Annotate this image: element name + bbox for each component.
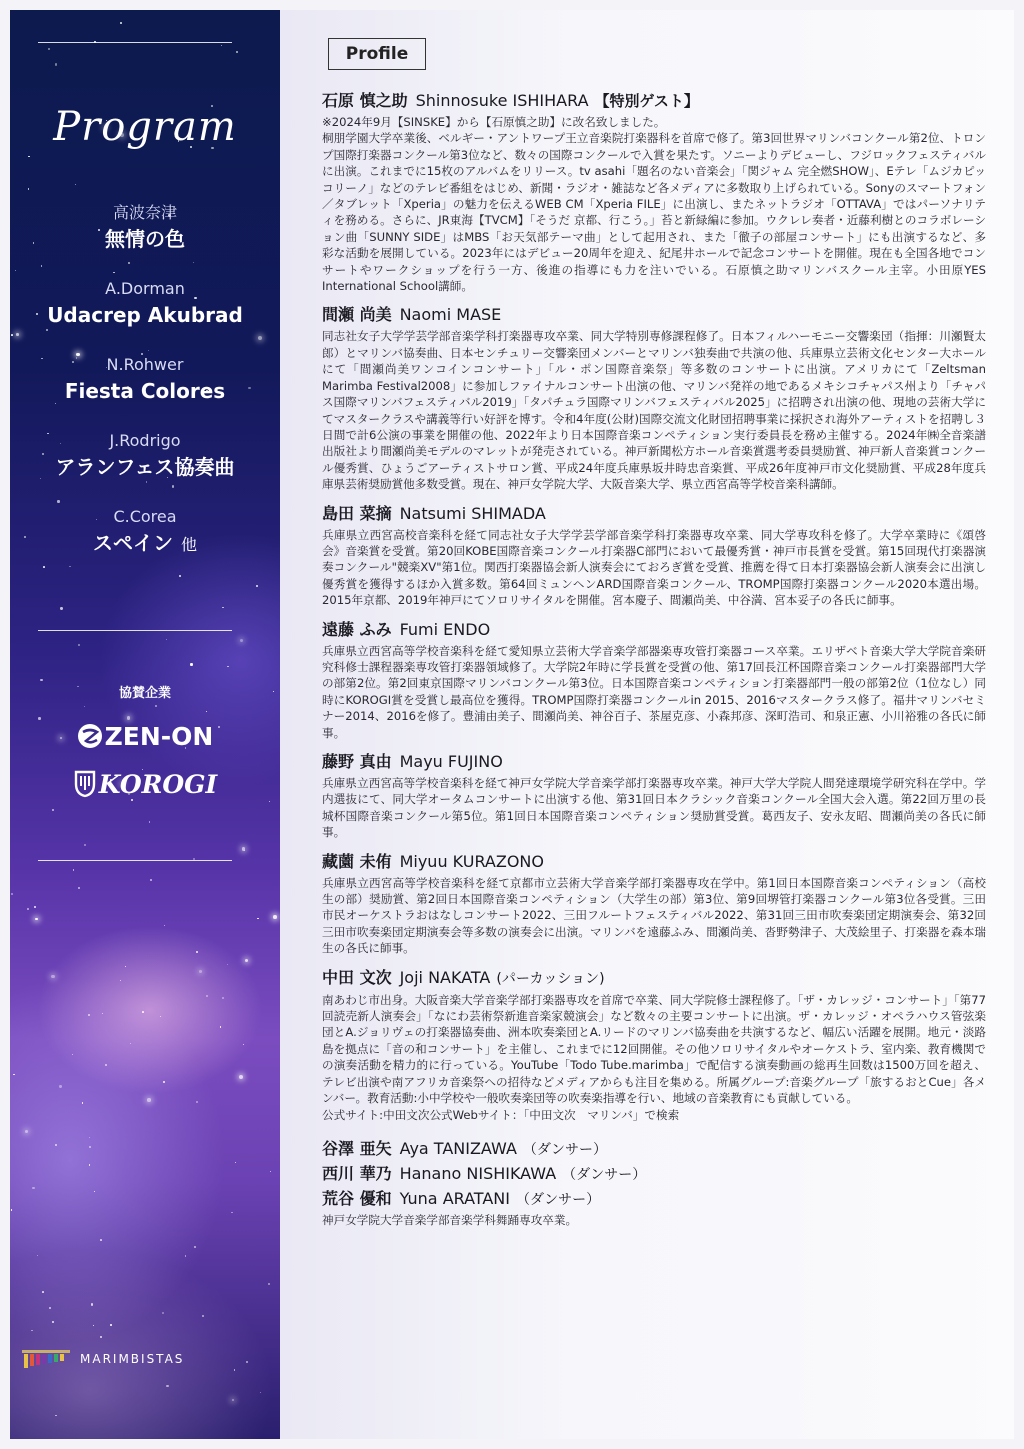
star-decoration bbox=[222, 997, 224, 999]
star-decoration bbox=[256, 585, 258, 587]
bottom-divider bbox=[38, 860, 232, 861]
composer-name: J.Rodrigo bbox=[109, 431, 181, 450]
star-decoration bbox=[78, 887, 80, 889]
dancers-bio: 神戸女学院大学音楽学部音楽学科舞踊専攻卒業。 bbox=[322, 1212, 578, 1227]
profile-entry bbox=[322, 90, 986, 294]
piece-title: スペイン 他 bbox=[92, 531, 197, 555]
star-decoration bbox=[270, 1171, 272, 1173]
composer-name: N.Rohwer bbox=[106, 355, 184, 374]
performer-bio: 南あわじ市出身。大阪音楽大学音楽学部打楽器専攻を首席で卒業、同大学院修士課程修了。「ザ・カレッジ・コンサート」「第77回読売新人演奏会」「なにわ芸術祭新進音楽家競演会」など数々の主要コンサートに出演。ザ・カレッジ・オペラハウス管弦楽団とA.ジョリヴェの打楽器協奏曲、洲本吹奏楽団とA.リードのマリンバ協奏曲を共演するなど、幅広い活躍を展開。地元・淡路島を拠点に「音の和コンサート」を主催し、これまでに12回開催。その他ソロリサイタルやオーケストラ、室内楽、教育機関での演奏活動を精力的に行っている。YouTube「Todo Tube.marimba」で配信する演奏動画の総再生回数は1500万回を超え、テレビ出演や南アフリカ音楽祭への招待などメディアからも注目を集める。所属グループ:音楽グループ「旅するおとCue」各メンバー。教育活動:小中学校や一般吹奏楽団等の吹奏楽指導を行い、地域の音楽教育にも貢献している。 bbox=[322, 992, 986, 1106]
star-decoration bbox=[222, 607, 224, 609]
star-decoration bbox=[78, 644, 80, 646]
piece-title: Udacrep Akubrad bbox=[47, 303, 243, 327]
star-decoration bbox=[206, 995, 208, 997]
performer-name: 石原 慎之助 Shinnosuke ISHIHARA 【特別ゲスト】 bbox=[322, 91, 699, 110]
performer-name: 藤野 真由 Mayu FUJINO bbox=[322, 752, 503, 771]
performer-bio: 兵庫県立西宮高校音楽科を経て同志社女子大学学芸学部音楽学科打楽器専攻卒業、同大学専攻科を修了。大学卒業時に《頌啓会》音楽賞を受賞。第20回KOBE国際音楽コンクール打楽器C部門において最優秀賞・神戸市長賞を受賞。第15回現代打楽器演奏コンクール"競楽XV"第1位。関西打楽器協会新人演奏会にておろぎ賞を受賞、推薦を得て日本打楽器協会新人演奏会に出演し優秀賞を獲得するほか入賞多数。第64回ミュンヘンARD国際音楽コンクール、TROMP国際打楽器コンクール2020本選出場。2015年京都、2019年神戸にてソロリサイタルを開催。宮本慶子、間瀬尚美、中谷満、宮本妥子の各氏に師事。 bbox=[322, 527, 986, 608]
star-decoration bbox=[206, 711, 207, 712]
star-decoration bbox=[75, 184, 76, 185]
star-decoration bbox=[31, 1330, 33, 1332]
star-decoration bbox=[25, 1130, 28, 1133]
star-decoration bbox=[60, 607, 62, 609]
composer-name: A.Dorman bbox=[105, 279, 185, 298]
star-decoration bbox=[190, 663, 192, 665]
star-decoration bbox=[199, 970, 202, 973]
star-decoration bbox=[120, 22, 122, 24]
sponsor-zenon: ZEN-ON bbox=[10, 722, 280, 751]
performer-bio: 同志社女子大学学芸学部音楽学科打楽器専攻卒業、同大学特別専修課程修了。日本フィルハーモニー交響楽団（指揮：川瀬賢太郎）とマリンバ協奏曲、日本センチュリー交響楽団メンバーとマリンバ独奏曲で共演の他、兵庫県立芸術文化センター大ホールにて「間瀬尚美ワンコインコンサート」「ル・ポン国際音楽祭」等多数のコンサートに出演。アメリカにて「Zeltsman Marimba Festival2008」に参加しファイナルコンサート出演の他、マリンバ発祥の地であるメキシコチャパス州より「チャパス国際マリンバフェスティバル2019」「タパチュラ国際マリンバフェスティバル2025」に招聘され出演の他、現地の芸術大学にてマスタークラスや講義等行い好評を博す。令和4年度(公財)国際交流文化財団招聘事業に採択され海外アーティストを招聘し３日間で計6公演の事業を開催の他、2022年より日本国際音楽コンペティション実行委員長を務め主催する。2024年㈱全音楽譜出版社より間瀬尚美モデルのマレットが発売されている。神戸新聞松方ホール音楽賞選考委員奨励賞、神戸新人音楽賞コンクール優秀賞、ひょうごアーティストサロン賞、平成24年度兵庫県坂井時忠音楽賞、平成26年度神戸市文化奨励賞、平成28年度兵庫県芸術奨励賞他多数受賞。現在、神戸女学院大学、大阪音楽大学、県立西宮高等学校音楽科講師。 bbox=[322, 329, 986, 492]
star-decoration bbox=[93, 1325, 94, 1326]
star-decoration bbox=[27, 908, 29, 910]
star-decoration bbox=[120, 980, 121, 981]
star-decoration bbox=[127, 716, 130, 719]
star-decoration bbox=[89, 1164, 91, 1166]
star-decoration bbox=[260, 1392, 261, 1393]
profile-entry bbox=[322, 619, 986, 741]
profile-heading: Profile bbox=[328, 38, 426, 70]
star-decoration bbox=[84, 706, 85, 707]
dancers-entry bbox=[322, 1137, 986, 1228]
star-decoration bbox=[82, 1102, 83, 1103]
star-decoration bbox=[163, 1081, 165, 1083]
dancer-name: 荒谷 優和 Yuna ARATANI （ダンサー） bbox=[322, 1188, 601, 1208]
piece-suffix: 他 bbox=[180, 535, 197, 554]
profile-panel bbox=[280, 10, 1014, 1439]
star-decoration bbox=[88, 1014, 90, 1016]
star-decoration bbox=[100, 1336, 102, 1338]
performer-bio: 桐朋学園大学卒業後、ベルギー・アントワープ王立音楽院打楽器科を首席で修了。第3回世界マリンバコンクール第2位、トロンプ国際打楽器コンクール第3位など、数々の国際コンクールで入賞を果たす。ソニーよりデビューし、フジロックフェスティバルに出演。これまでに15枚のアルバムをリリース。tv asahi「題名のない音楽会」「関ジャム 完全燃SHOW」、Eテレ「ムジカピッコリーノ」などのテレビ番組をはじめ、新聞・ラジオ・雑誌など各メディアに多数取り上げられている。Sonyのスマートフォン／タブレット「Xperia」の魅力を伝えるWEB CM「Xperia FILE」に出演し、またネットラジオ「OTTAVA」ではパーソナリティを務める。さらに、JR東海【TVCM】「そうだ 京都、行こう。」苔と新緑編に参加。ウクレレ奏者・近藤利樹とのコラボレーション曲「SUNNY SIDE」はMBS「お天気部テーマ曲」として起用され、また「徹子の部屋コンサート」にも出演するなど、多彩な活動を展開している。2023年にはデビュー20周年を迎え、紀尾井ホールで記念コンサートを開催。現在も全国各地でコンサートやワークショップを行う一方、後進の指導にも力を注いでいる。石原慎之助マリンバスクール主宰。小田原YES International School講師。 bbox=[322, 131, 986, 294]
star-decoration bbox=[150, 879, 152, 881]
star-decoration bbox=[166, 639, 168, 641]
star-decoration bbox=[94, 1191, 95, 1192]
star-decoration bbox=[34, 906, 36, 908]
program-sheet bbox=[10, 10, 1014, 1439]
performer-name: 島田 菜摘 Natsumi SHIMADA bbox=[322, 503, 546, 523]
star-decoration bbox=[89, 1137, 90, 1138]
sponsor-label: 協賛企業 bbox=[118, 686, 171, 701]
star-decoration bbox=[52, 809, 54, 811]
profile-entry bbox=[322, 967, 986, 1123]
profile-entry bbox=[322, 751, 986, 841]
star-decoration bbox=[202, 1315, 204, 1317]
star-decoration bbox=[273, 915, 277, 919]
star-decoration bbox=[231, 1212, 233, 1214]
star-decoration bbox=[142, 1011, 144, 1013]
star-decoration bbox=[28, 188, 30, 190]
star-decoration bbox=[194, 1246, 196, 1248]
program-item bbox=[10, 278, 280, 354]
star-decoration bbox=[52, 1321, 53, 1322]
star-decoration bbox=[59, 1085, 61, 1087]
star-decoration bbox=[166, 1385, 168, 1387]
star-decoration bbox=[91, 1303, 93, 1305]
performer-name: 間瀬 尚美 Naomi MASE bbox=[322, 305, 502, 325]
star-decoration bbox=[84, 844, 86, 846]
program-panel bbox=[10, 10, 280, 1439]
program-item bbox=[10, 430, 280, 506]
korogi-logo-icon bbox=[73, 770, 97, 798]
star-decoration bbox=[232, 1399, 235, 1402]
performer-name: 中田 文次 Joji NAKATA (パーカッション) bbox=[322, 967, 605, 987]
star-decoration bbox=[227, 964, 228, 965]
star-decoration bbox=[234, 1369, 236, 1371]
star-decoration bbox=[162, 1312, 164, 1314]
star-decoration bbox=[196, 1101, 198, 1103]
marimba-logo-icon bbox=[22, 1348, 70, 1370]
star-decoration bbox=[40, 679, 42, 681]
program-title: Program bbox=[53, 104, 237, 150]
performer-bio: 兵庫県立西宮高等学校音楽科を経て京都市立芸術大学音楽学部打楽器専攻在学中。第1回日本国際音楽コンペティション（高校生の部）奨励賞、第2回日本国際音楽コンペティション（大学生の部）第3位、第9回堺管打楽器コンクール第3位各受賞。三田市民オーケストラおはなしコンサート2022、三田フルートフェスティバル2022、第31回三田市吹奏楽団定期演奏会、第32回三田市吹奏楽団定期演奏会等多数の演奏会に出演。マリンバを遠藤ふみ、間瀬尚美、沓野勢津子、大茂絵里子、打楽器を森本瑞生の各氏に師事。 bbox=[322, 875, 986, 956]
star-decoration bbox=[164, 925, 165, 926]
star-decoration bbox=[243, 1044, 245, 1046]
star-decoration bbox=[73, 869, 75, 871]
star-decoration bbox=[155, 705, 157, 707]
top-divider bbox=[38, 42, 232, 43]
program-item bbox=[10, 506, 280, 582]
dancer-name: 西川 華乃 Hanano NISHIKAWA （ダンサー） bbox=[322, 1163, 647, 1183]
composer-name: 高波奈津 bbox=[112, 203, 177, 222]
profile-entry bbox=[322, 851, 986, 957]
star-decoration bbox=[235, 1162, 236, 1163]
star-decoration bbox=[220, 1026, 221, 1027]
name-change-note: ※2024年9月【SINSKE】から【石原慎之助】に改名致しました。 bbox=[322, 115, 666, 129]
composer-name: C.Corea bbox=[113, 507, 177, 526]
profile-entry bbox=[322, 304, 986, 492]
piece-title: 無情の色 bbox=[105, 227, 185, 251]
star-decoration bbox=[28, 156, 30, 158]
star-decoration bbox=[49, 1307, 51, 1309]
star-decoration bbox=[269, 801, 270, 802]
star-decoration bbox=[11, 893, 13, 895]
star-decoration bbox=[257, 918, 258, 919]
piece-title: アランフェス協奏曲 bbox=[55, 455, 235, 479]
star-decoration bbox=[227, 666, 228, 667]
star-decoration bbox=[125, 966, 126, 967]
star-decoration bbox=[130, 1043, 131, 1044]
star-decoration bbox=[11, 1209, 12, 1210]
star-decoration bbox=[42, 1291, 44, 1293]
program-item bbox=[10, 202, 280, 278]
star-decoration bbox=[38, 717, 40, 719]
star-decoration bbox=[240, 639, 243, 642]
star-decoration bbox=[245, 959, 248, 962]
star-decoration bbox=[37, 1255, 38, 1256]
piece-title: Fiesta Colores bbox=[64, 379, 226, 403]
star-decoration bbox=[102, 1013, 103, 1014]
star-decoration bbox=[268, 1283, 270, 1285]
performer-bio: 兵庫県立西宮高等学校音楽科を経て神戸女学院大学音楽学部打楽器専攻卒業。神戸大学大学院人間発達環境学研究科在学中。学内選抜にて、同大学オータムコンサートに出演する他、第31回日本クラシック音楽コンクール全国大会入選。第22回万里の長城杯国際音楽コンクール第5位。第1回日本国際音楽コンペティション奨励賞受賞。葛西友子、安永友昭、間瀬尚美の各氏に師事。 bbox=[322, 776, 986, 840]
star-decoration bbox=[149, 821, 150, 822]
star-decoration bbox=[51, 975, 55, 979]
star-decoration bbox=[160, 1016, 161, 1017]
zenon-logo-icon bbox=[77, 723, 103, 749]
star-decoration bbox=[196, 951, 198, 953]
star-decoration bbox=[105, 1064, 107, 1066]
star-decoration bbox=[147, 1098, 151, 1102]
star-decoration bbox=[72, 1054, 74, 1056]
performer-name: 藏薗 未侑 Miyuu KURAZONO bbox=[322, 851, 544, 871]
profile-list bbox=[322, 90, 986, 1238]
star-decoration bbox=[32, 1187, 34, 1189]
star-decoration bbox=[185, 1255, 187, 1257]
star-decoration bbox=[35, 918, 38, 921]
program-list bbox=[10, 202, 280, 582]
star-decoration bbox=[221, 45, 222, 46]
star-decoration bbox=[110, 1324, 111, 1325]
dancer-name: 谷澤 亜矢 Aya TANIZAWA （ダンサー） bbox=[322, 1138, 608, 1158]
performer-name: 遠藤 ふみ Fumi ENDO bbox=[322, 619, 491, 639]
profile-entry bbox=[322, 503, 986, 609]
sponsor-korogi: KOROGI bbox=[10, 770, 280, 799]
star-decoration bbox=[55, 1415, 56, 1416]
performer-bio: 兵庫県立西宮高等学校音楽科を経て愛知県立芸術大学音楽学部器楽専攻管打楽器コース卒業。エリザベト音楽大学大学院音楽研究科修士課程器楽専攻管打楽器領域修了。大学院2年時に学長賞を受賞の他、第17回長江杯国際音楽コンクール打楽器部門大学の部第2位。第2回東京国際マリンバコンクール第3位。日本国際音楽コンペティション打楽器部門一般の部第2位（1位なし）同時にKOROGI賞を受賞し最高位を獲得。TROMP国際打楽器コンクールin 2015、2016マスタークラス修了。福井マリンバセミナー2014、2016を修了。豊浦由美子、間瀬尚美、神谷百子、茶屋克彦、小森邦彦、深町浩司、和泉正憲、小川裕雅の各氏に師事。 bbox=[322, 643, 986, 740]
star-decoration bbox=[236, 51, 238, 53]
marimbistas-brand: MARIMBISTAS bbox=[22, 1348, 184, 1370]
star-decoration bbox=[55, 63, 57, 65]
star-decoration bbox=[100, 1239, 102, 1241]
mid-divider bbox=[38, 630, 232, 631]
star-decoration bbox=[13, 1074, 14, 1075]
program-item bbox=[10, 354, 280, 430]
star-decoration bbox=[246, 1361, 248, 1363]
star-decoration bbox=[244, 850, 245, 851]
star-decoration bbox=[239, 1075, 243, 1079]
star-decoration bbox=[48, 48, 50, 50]
star-decoration bbox=[55, 1144, 57, 1146]
official-site-note: 公式サイト:中田文次公式Webサイト：「中田文次 マリンバ」で検索 bbox=[322, 1107, 680, 1122]
star-decoration bbox=[89, 1146, 91, 1148]
